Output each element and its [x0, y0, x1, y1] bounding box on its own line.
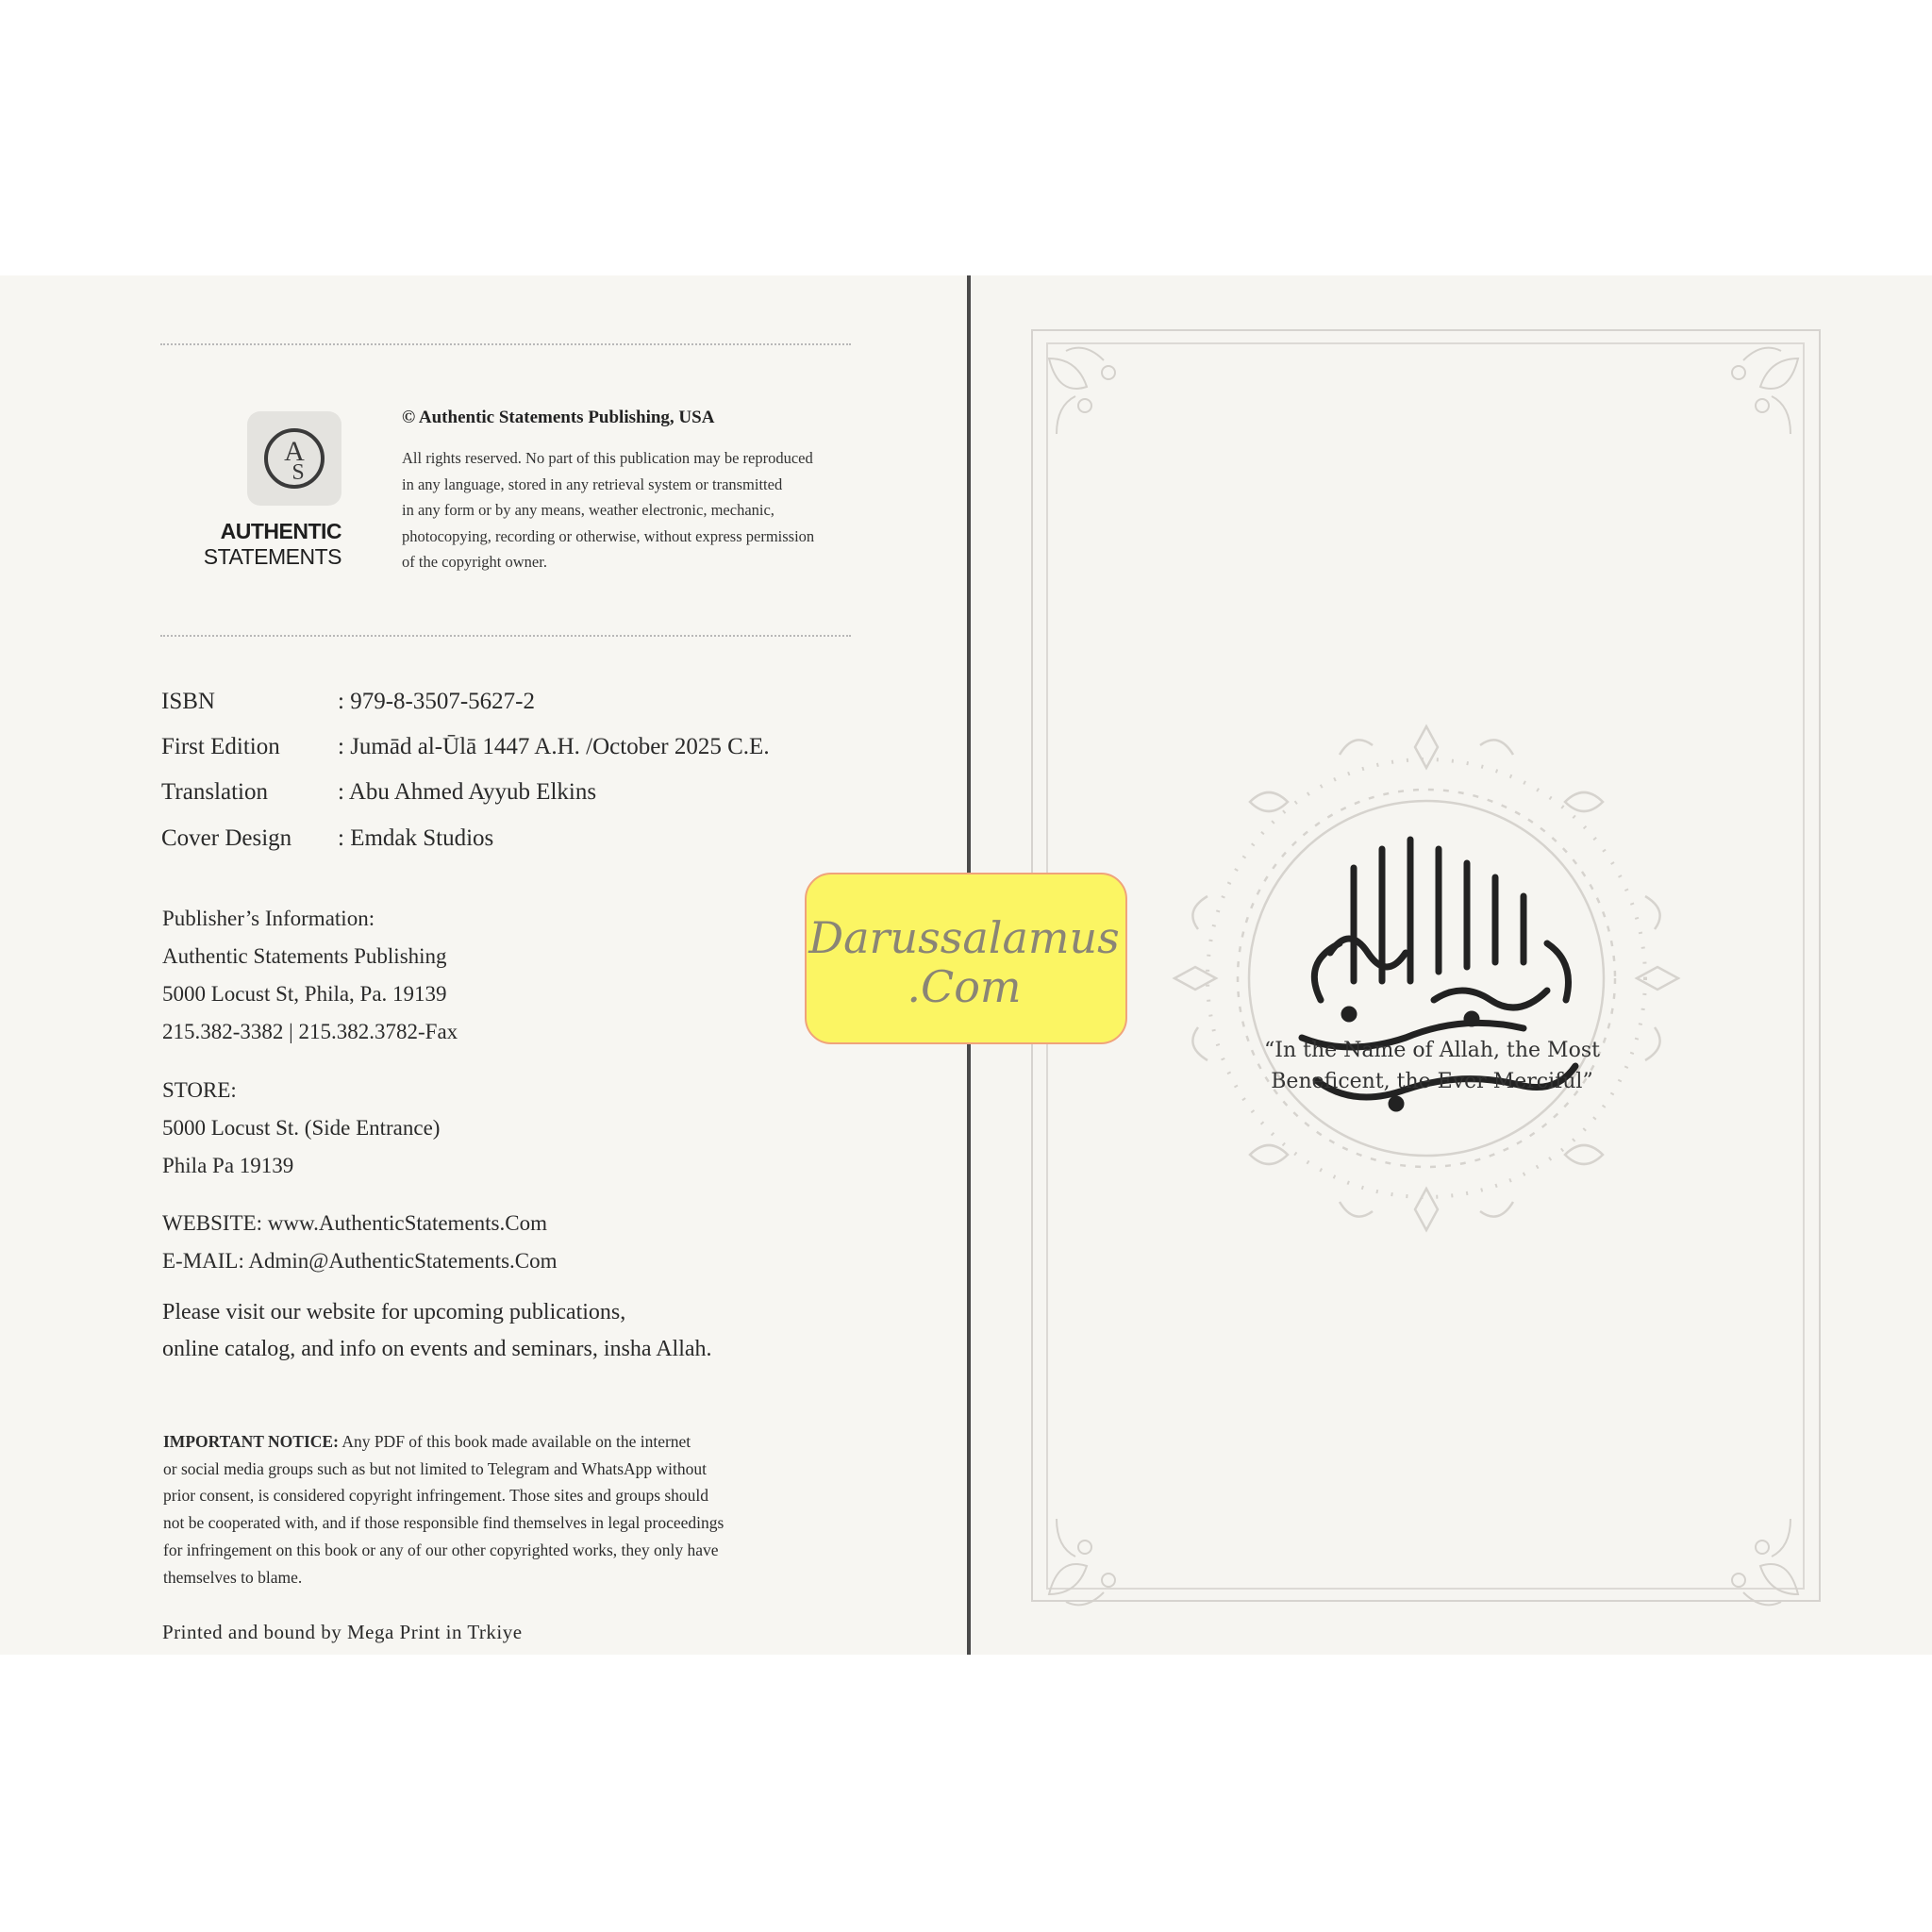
- publisher-line: Authentic Statements Publishing: [162, 944, 447, 968]
- important-notice: [163, 1428, 842, 1591]
- notice-line: themselves to blame.: [163, 1567, 303, 1587]
- rights-line: in any form or by any means, weather electronic, mechanic,: [402, 501, 774, 519]
- visit-line: online catalog, and info on events and seminars, insha Allah.: [162, 1337, 712, 1361]
- store-line: STORE:: [162, 1078, 237, 1102]
- notice-line: for infringement on this book or any of our other copyrighted works, they only have: [163, 1540, 719, 1559]
- notice-line: or social media groups such as but not limited to Telegram and WhatsApp without: [163, 1458, 708, 1478]
- visit-line: Please visit our website for upcoming publications,: [162, 1300, 626, 1324]
- rights-line: in any language, stored in any retrieval system or transmitted: [402, 475, 783, 493]
- detail-value: : Emdak Studios: [338, 825, 494, 851]
- svg-text:A: A: [284, 436, 305, 467]
- notice-line: not be cooperated with, and if those responsible find themselves in legal proceedings: [163, 1513, 724, 1533]
- detail-value: : Abu Ahmed Ayyub Elkins: [338, 779, 597, 805]
- svg-text:S: S: [291, 460, 305, 485]
- watermark-text: [805, 913, 1124, 1011]
- watermark-line2: .Com: [907, 961, 1022, 1012]
- detail-label: Translation: [161, 779, 268, 805]
- logo-wordmark-line2: STATEMENTS: [203, 544, 341, 569]
- detail-value: : Jumād al-Ūlā 1447 A.H. /October 2025 C.E.: [338, 734, 770, 759]
- rights-line: All rights reserved. No part of this publication may be reproduced: [402, 449, 813, 467]
- detail-label: First Edition: [161, 734, 280, 759]
- middle-divider: [160, 635, 851, 637]
- logo-wordmark-line1: AUTHENTIC: [220, 519, 341, 543]
- publisher-line: Publisher’s Information:: [162, 907, 375, 930]
- visit-message: [162, 1294, 712, 1368]
- rights-statement: [402, 445, 874, 575]
- notice-line: Any PDF of this book made available on the internet: [338, 1432, 691, 1451]
- copyright-title: © Authentic Statements Publishing, USA: [402, 408, 715, 427]
- publisher-info: [162, 900, 458, 1051]
- detail-value: : 979-8-3507-5627-2: [338, 689, 535, 714]
- store-line: 5000 Locust St. (Side Entrance): [162, 1116, 441, 1140]
- inner-frame: [1046, 342, 1805, 1590]
- notice-heading: IMPORTANT NOTICE:: [163, 1432, 339, 1451]
- printer-credit: Printed and bound by Mega Print in Trkiye: [162, 1621, 523, 1643]
- basmala-translation: [1193, 1035, 1671, 1097]
- publisher-line: 5000 Locust St, Phila, Pa. 19139: [162, 982, 447, 1006]
- publisher-logo: [247, 411, 341, 506]
- store-info: [162, 1072, 440, 1185]
- watermark-line1: Darussalamus: [808, 912, 1120, 963]
- quote-line: Beneficent, the Ever Merciful”: [1271, 1070, 1593, 1093]
- rights-line: photocopying, recording or otherwise, without express permission: [402, 526, 815, 545]
- quote-line: “In the Name of Allah, the Most: [1264, 1039, 1600, 1062]
- contact-info: [162, 1205, 558, 1280]
- top-divider: [160, 343, 851, 345]
- email-line: E-MAIL: Admin@AuthenticStatements.Com: [162, 1249, 558, 1273]
- detail-label: Cover Design: [161, 825, 292, 851]
- publisher-line: 215.382-3382 | 215.382.3782-Fax: [162, 1020, 458, 1043]
- store-line: Phila Pa 19139: [162, 1154, 294, 1177]
- rights-line: of the copyright owner.: [402, 553, 547, 571]
- notice-line: prior consent, is considered copyright infringement. Those sites and groups should: [163, 1486, 709, 1506]
- monogram-icon: [247, 411, 341, 506]
- detail-label: ISBN: [161, 689, 215, 714]
- website-line: WEBSITE: www.AuthenticStatements.Com: [162, 1211, 547, 1235]
